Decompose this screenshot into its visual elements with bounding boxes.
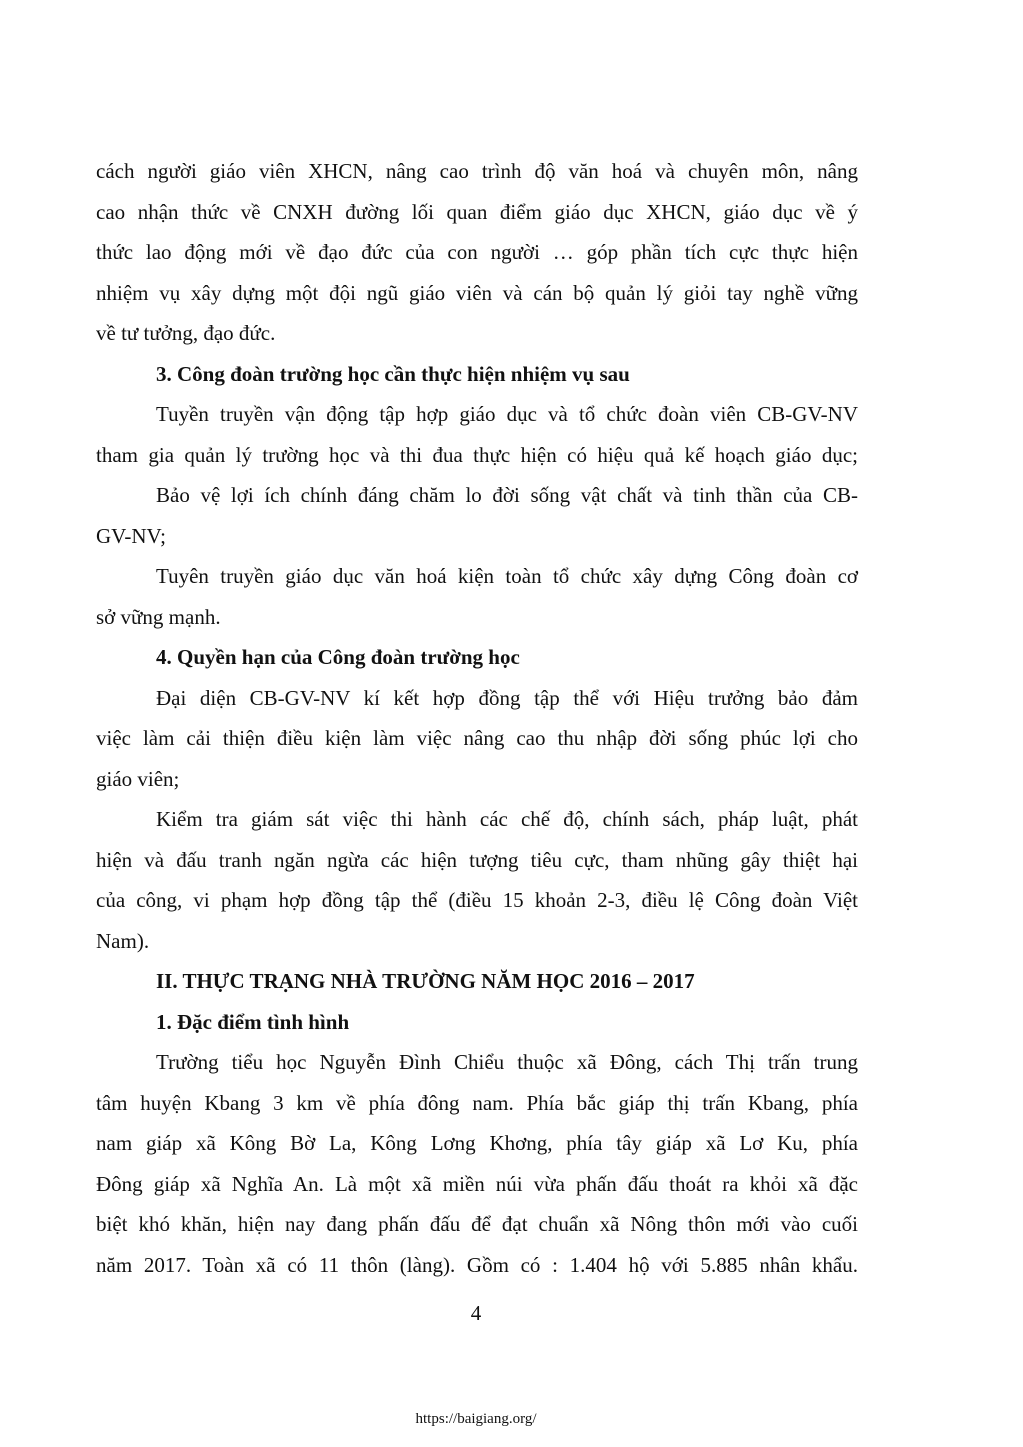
paragraph-line: Bảo vệ lợi ích chính đáng chăm lo đời sống vật chất và tinh thần của CB- <box>156 483 858 507</box>
footer-url[interactable]: https://baigiang.org/ <box>415 1411 537 1427</box>
paragraph-line: tham gia quản lý trường học và thi đua thực hiện có hiệu quả kế hoạch giáo dục; <box>96 443 858 467</box>
paragraph-line: giáo viên; <box>96 767 180 791</box>
page-number: 4 <box>470 1301 482 1325</box>
paragraph-line: Tuyền truyền vận động tập hợp giáo dục và tổ chức đoàn viên CB-GV-NV <box>156 402 858 426</box>
paragraph-line: thức lao động mới về đạo đức của con người … góp phần tích cực thực hiện <box>96 240 858 264</box>
paragraph-line: Đông giáp xã Nghĩa An. Là một xã miền núi vừa phấn đấu thoát ra khỏi xã đặc <box>96 1172 858 1196</box>
paragraph-line: tâm huyện Kbang 3 km về phía đông nam. Phía bắc giáp thị trấn Kbang, phía <box>96 1091 858 1115</box>
paragraph-line: của công, vi phạm hợp đồng tập thể (điều 15 khoản 2-3, điều lệ Công đoàn Việt <box>96 888 858 912</box>
paragraph-line: Tuyên truyền giáo dục văn hoá kiện toàn tổ chức xây dựng Công đoàn cơ <box>156 564 858 588</box>
paragraph-line: việc làm cải thiện điều kiện làm việc nâng cao thu nhập đời sống phúc lợi cho <box>96 726 858 750</box>
paragraph-line: Đại diện CB-GV-NV kí kết hợp đồng tập thể với Hiệu trưởng bảo đảm <box>156 686 858 710</box>
paragraph-line: nhiệm vụ xây dựng một đội ngũ giáo viên và cán bộ quản lý giỏi tay nghề vững <box>96 281 858 305</box>
paragraph-line: sở vững mạnh. <box>96 605 221 629</box>
paragraph-line: nam giáp xã Kông Bờ La, Kông Lơng Khơng, phía tây giáp xã Lơ Ku, phía <box>96 1131 858 1155</box>
paragraph-line: cao nhận thức về CNXH đường lối quan điểm giáo dục XHCN, giáo dục về ý <box>96 200 858 224</box>
paragraph-line: Kiểm tra giám sát việc thi hành các chế độ, chính sách, pháp luật, phát <box>156 807 858 831</box>
paragraph-line: biệt khó khăn, hiện nay đang phấn đấu để đạt chuẩn xã Nông thôn mới vào cuối <box>96 1212 858 1236</box>
paragraph-line: năm 2017. Toàn xã có 11 thôn (làng). Gồm có : 1.404 hộ với 5.885 nhân khẩu. <box>96 1253 858 1277</box>
section-heading: 1. Đặc điểm tình hình <box>156 1010 350 1034</box>
paragraph-line: Nam). <box>96 929 150 953</box>
chapter-heading: II. THỰC TRẠNG NHÀ TRƯỜNG NĂM HỌC 2016 – 2017 <box>156 969 695 993</box>
paragraph-line: GV-NV; <box>96 524 167 548</box>
section-heading: 3. Công đoàn trường học cần thực hiện nhiệm vụ sau <box>156 362 630 386</box>
paragraph-line: cách người giáo viên XHCN, nâng cao trình độ văn hoá và chuyên môn, nâng <box>96 159 858 183</box>
paragraph-line: về tư tưởng, đạo đức. <box>96 321 276 345</box>
paragraph-line: Trường tiểu học Nguyễn Đình Chiểu thuộc xã Đông, cách Thị trấn trung <box>156 1050 858 1074</box>
paragraph-line: hiện và đấu tranh ngăn ngừa các hiện tượng tiêu cực, tham nhũng gây thiệt hại <box>96 848 858 872</box>
section-heading: 4. Quyền hạn của Công đoàn trường học <box>156 645 520 669</box>
